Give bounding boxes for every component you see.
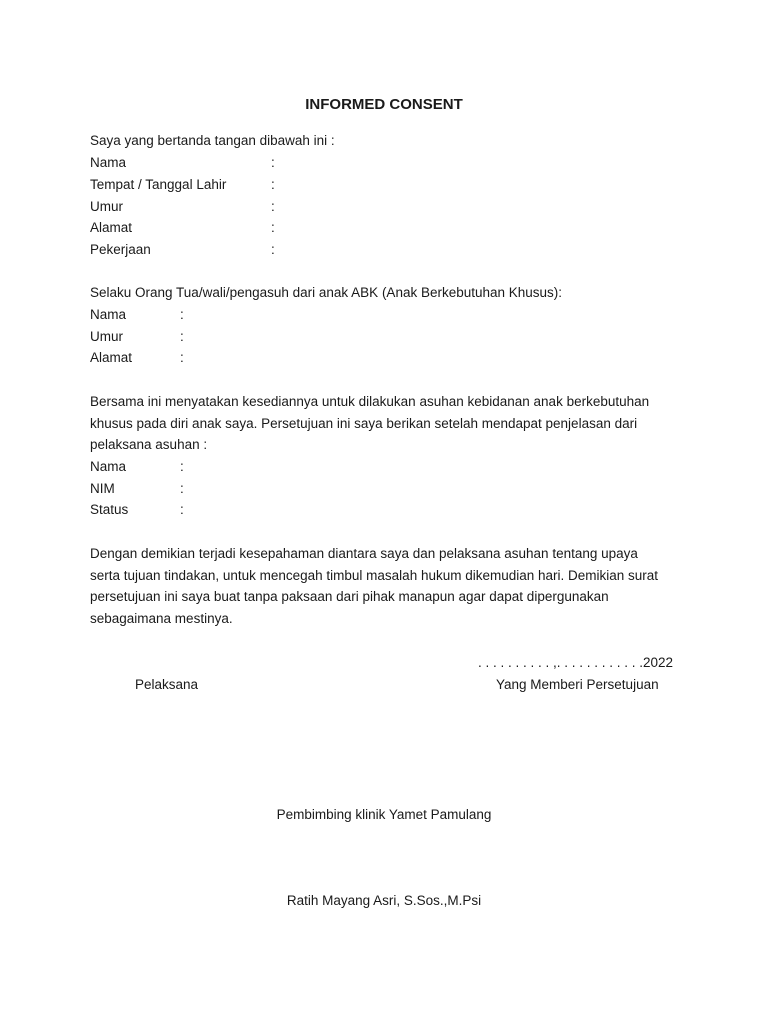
child-address-colon: : [180, 350, 184, 365]
practitioner-nim-label: NIM [90, 481, 115, 496]
child-address-label: Alamat [90, 350, 133, 365]
signature-right-label: Yang Memberi Persetujuan [496, 677, 659, 692]
intro-text: Saya yang bertanda tangan dibawah ini : [90, 133, 335, 148]
document-title: INFORMED CONSENT [305, 96, 463, 113]
practitioner-status-colon: : [180, 502, 184, 517]
statement-line: khusus pada diri anak saya. Persetujuan ini saya berikan setelah mendapat penjelasan dari [90, 416, 638, 431]
child-age-colon: : [180, 329, 184, 344]
child-name-colon: : [180, 307, 184, 322]
signer-address-colon: : [271, 220, 275, 235]
signer-birth-label: Tempat / Tanggal Lahir [90, 177, 227, 192]
signer-age-label: Umur [90, 199, 123, 214]
practitioner-status-label: Status [90, 502, 129, 517]
practitioner-name-label: Nama [90, 459, 127, 474]
signer-address-label: Alamat [90, 220, 133, 235]
closing-line: serta tujuan tindakan, untuk mencegah timbul masalah hukum dikemudian hari. Demikian surat [90, 568, 659, 583]
closing-line: Dengan demikian terjadi kesepahaman diantara saya dan pelaksana asuhan tentang upaya [90, 546, 638, 561]
signer-name-label: Nama [90, 155, 127, 170]
signer-job-label: Pekerjaan [90, 242, 151, 257]
signer-name-colon: : [271, 155, 275, 170]
date-line: . . . . . . . . . . ,. . . . . . . . . . . .2022 [478, 655, 674, 670]
guardian-intro-text: Selaku Orang Tua/wali/pengasuh dari anak ABK (Anak Berkebutuhan Khusus): [90, 285, 563, 300]
child-name-label: Nama [90, 307, 127, 322]
signer-age-colon: : [271, 199, 275, 214]
supervisor-name: Ratih Mayang Asri, S.Sos.,M.Psi [286, 893, 482, 908]
child-age-label: Umur [90, 329, 123, 344]
signature-left-label: Pelaksana [135, 677, 199, 692]
closing-line: persetujuan ini saya buat tanpa paksaan dari pihak manapun agar dapat dipergunakan [90, 589, 609, 604]
statement-line: pelaksana asuhan : [90, 437, 208, 452]
supervisor-title: Pembimbing klinik Yamet Pamulang [276, 807, 492, 822]
closing-line: sebagaimana mestinya. [90, 611, 233, 626]
signer-birth-colon: : [271, 177, 275, 192]
practitioner-nim-colon: : [180, 481, 184, 496]
signer-job-colon: : [271, 242, 275, 257]
statement-line: Bersama ini menyatakan kesediannya untuk dilakukan asuhan kebidanan anak berkebutuhan [90, 394, 650, 409]
practitioner-name-colon: : [180, 459, 184, 474]
